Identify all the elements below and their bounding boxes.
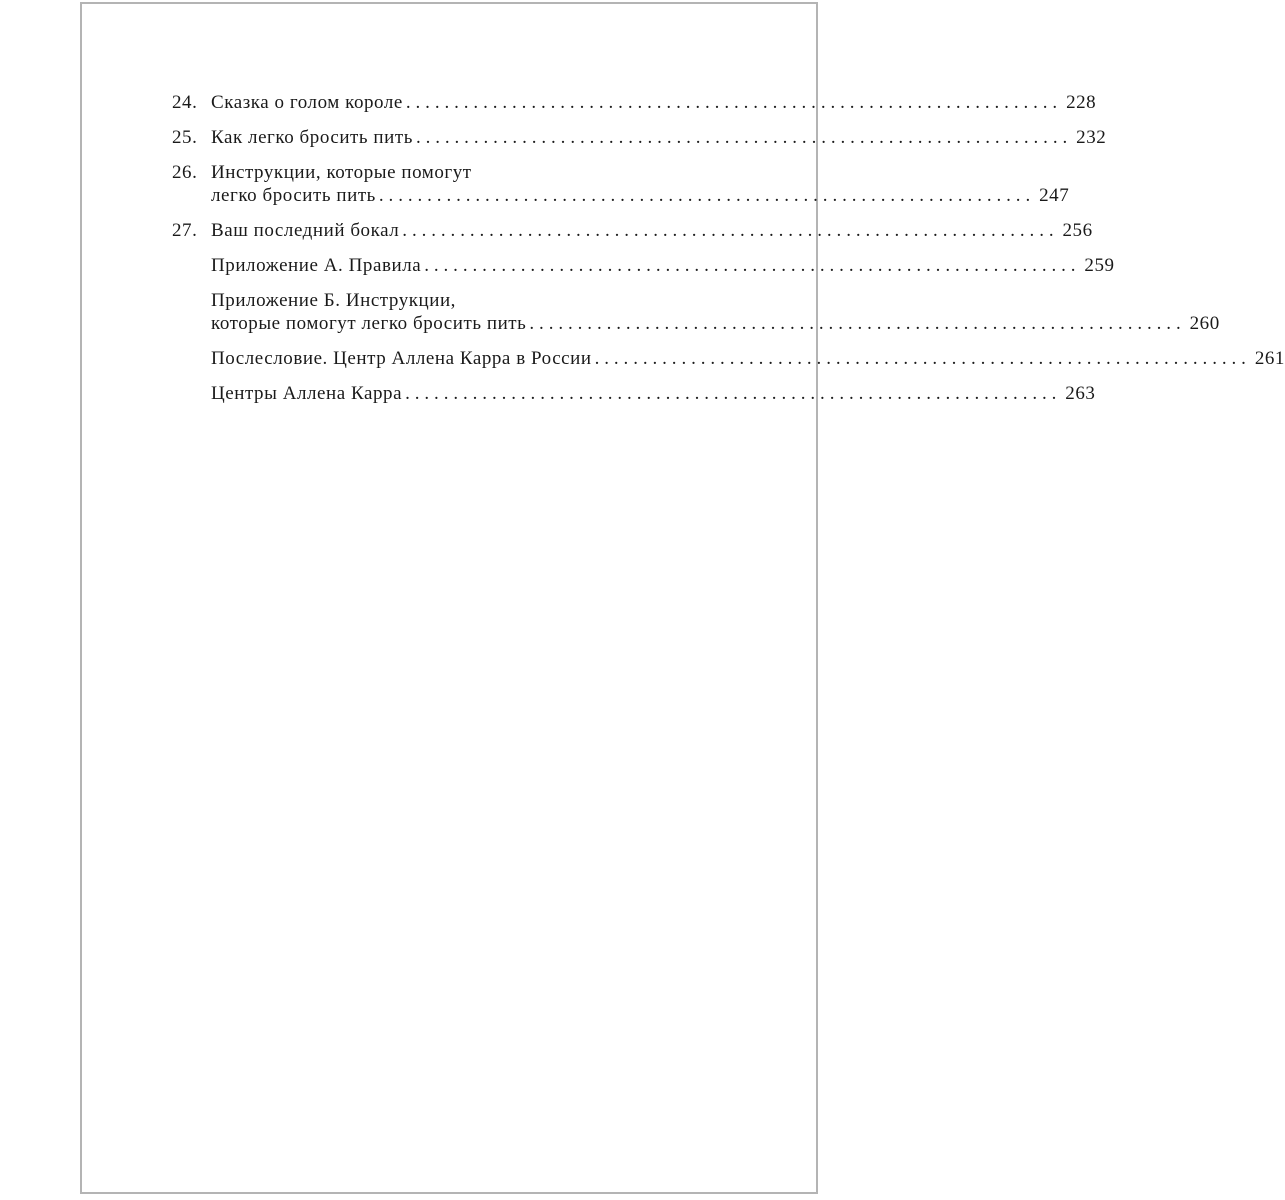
dot-leader: .................................................................... xyxy=(594,348,1251,369)
toc-entry xyxy=(172,289,1220,335)
dot-leader: .................................................................... xyxy=(529,313,1186,334)
toc-entry xyxy=(172,91,1097,114)
chapter-number: 27. xyxy=(172,220,198,241)
page-number: 261 xyxy=(1254,348,1285,369)
chapter-title: Сказка о голом короле xyxy=(211,92,403,113)
toc-entry xyxy=(172,254,1115,277)
appendix-title: которые помогут легко бросить пить xyxy=(211,313,527,334)
chapter-title-line1: Инструкции, которые помогут xyxy=(211,162,472,183)
dot-leader: .................................................................... xyxy=(424,255,1081,276)
table-of-contents xyxy=(172,91,1285,417)
chapter-title: Ваш последний бокал xyxy=(211,220,400,241)
page-number: 256 xyxy=(1062,220,1093,241)
chapter-number: 26. xyxy=(172,162,198,183)
dot-leader: .................................................................... xyxy=(415,127,1073,148)
page-number: 228 xyxy=(1066,92,1097,113)
dot-leader: .................................................................... xyxy=(402,220,1059,241)
chapter-number: 24. xyxy=(172,92,198,113)
toc-entry xyxy=(172,161,1070,207)
dot-leader: .................................................................... xyxy=(405,383,1062,404)
toc-entry xyxy=(172,382,1096,405)
appendix-title: Приложение А. Правила xyxy=(211,255,422,276)
page-number: 260 xyxy=(1189,313,1220,334)
page-number: 232 xyxy=(1076,127,1107,148)
page-number: 247 xyxy=(1039,185,1070,206)
dot-leader: .................................................................... xyxy=(405,92,1063,113)
page-number: 259 xyxy=(1084,255,1115,276)
chapter-title: Как легко бросить пить xyxy=(211,127,413,148)
dot-leader: .................................................................... xyxy=(378,185,1036,206)
chapter-title: легко бросить пить xyxy=(211,185,376,206)
appendix-title-line1: Приложение Б. Инструкции, xyxy=(211,290,456,311)
chapter-number: 25. xyxy=(172,127,198,148)
toc-entry xyxy=(172,219,1093,242)
afterword-title: Послесловие. Центр Аллена Карра в России xyxy=(211,348,592,369)
centers-title: Центры Аллена Карра xyxy=(211,383,403,404)
toc-entry xyxy=(172,126,1107,149)
page-number: 263 xyxy=(1065,383,1096,404)
toc-entry xyxy=(172,347,1285,370)
